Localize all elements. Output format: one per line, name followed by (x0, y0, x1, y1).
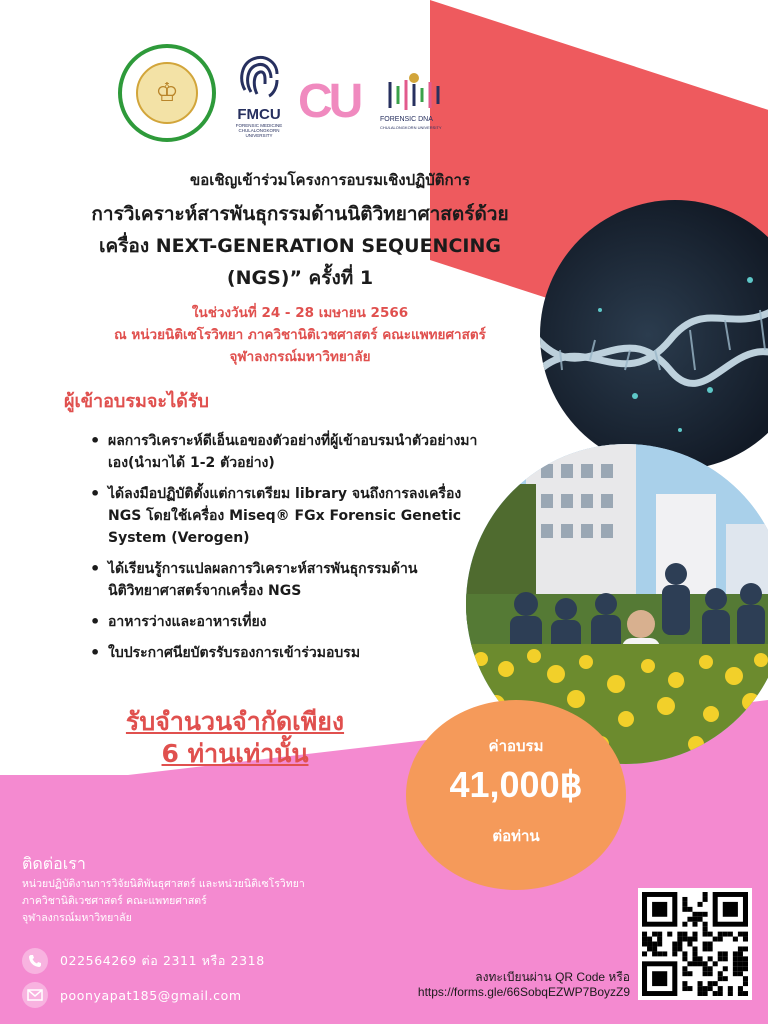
email-contact[interactable] (22, 982, 242, 1008)
fmcu-title: FMCU (237, 106, 281, 123)
contact-heading: ติดต่อเรา (22, 854, 86, 873)
limited-line-1: รับจำนวนจำกัดเพียง (125, 707, 345, 736)
fingerprint-icon (233, 50, 285, 102)
faculty-of-medicine-logo: ♔ (118, 44, 216, 142)
org-line-3: จุฬาลงกรณ์มหาวิทยาลัย (22, 912, 132, 924)
cu-logo-subtitle: CHULALONGKORN UNIVERSITY (380, 125, 442, 130)
list-item: • ได้เรียนรู้การแปลผลการวิเคราะห์สารพันธุกรรมด้านนิติวิทยาศาสตร์จากเครื่อง NGS (90, 558, 482, 602)
phone-number[interactable]: 022564269 ต่อ 2311 หรือ 2318 (60, 953, 265, 968)
list-item: • ผลการวิเคราะห์ดีเอ็นเอของตัวอย่างที่ผู้เข้าอบรมนำตัวอย่างมาเอง(นำมาได้ 1-2 ตัวอย่าง) (90, 430, 482, 474)
schedule-block (40, 302, 560, 368)
title-line-3: (NGS)” ครั้งที่ 1 (226, 267, 374, 289)
fmcu-subtitle-2: CHULALONGKORN UNIVERSITY (238, 128, 280, 138)
title-line-2: เครื่อง NEXT-GENERATION SEQUENCING (99, 235, 501, 257)
schedule-date: ในช่วงวันที่ 24 - 28 เมษายน 2566 (191, 305, 409, 321)
page-title (40, 198, 560, 294)
limited-line-2: 6 ท่านเท่านั้น (161, 739, 309, 768)
phone-contact[interactable] (22, 948, 265, 974)
contact-organization (22, 876, 422, 927)
fmcu-subtitle: FORENSIC MEDICINE (235, 123, 283, 128)
cu-forensic-dna-logo (298, 72, 448, 132)
dna-ladder-icon (386, 72, 442, 116)
fmcu-logo (226, 50, 292, 140)
registration-line-1: ลงทะเบียนผ่าน QR Code หรือ (475, 970, 630, 984)
fee-label: ค่าอบรม (488, 737, 544, 755)
list-item: • อาหารว่างและอาหารเที่ยง (90, 611, 482, 633)
benefits-heading: ผู้เข้าอบรมจะได้รับ (64, 391, 209, 412)
fee-amount: 41,000฿ (449, 764, 583, 805)
phone-icon (22, 948, 48, 974)
schedule-venue: ณ หน่วยนิติเซโรวิทยา ภาควิชานิติเวชศาสตร์ คณะแพทยศาสตร์ (114, 327, 486, 343)
benefits-list (90, 430, 482, 673)
header-logos (118, 44, 448, 144)
title-line-1: การวิเคราะห์สารพันธุกรรมด้านนิติวิทยาศาสตร์ด้วย (91, 203, 509, 225)
fee-per-person: ต่อท่าน (492, 827, 540, 845)
list-item: • ได้ลงมือปฏิบัติตั้งแต่การเตรียม library จนถึงการลงเครื่อง NGS โดยใช้เครื่อง Miseq® FGx Forensic Genetic System (Verogen) (90, 483, 482, 549)
invitation-text: ขอเชิญเข้าร่วมโครงการอบรมเชิงปฏิบัติการ (189, 171, 471, 189)
limited-seats-notice (40, 706, 430, 770)
list-item: • ใบประกาศนียบัตรรับรองการเข้าร่วมอบรม (90, 642, 482, 664)
org-line-2: ภาควิชานิติเวชศาสตร์ คณะแพทยศาสตร์ (22, 895, 207, 907)
mail-icon (22, 982, 48, 1008)
org-line-1: หน่วยปฏิบัติงานการวิจัยนิติพันธุศาสตร์ และหน่วยนิติเซโรวิทยา (22, 878, 305, 890)
registration-info (300, 970, 630, 1000)
registration-link[interactable]: https://forms.gle/66SobqEZWP7BoyzZ9 (417, 985, 630, 999)
qr-code[interactable] (638, 888, 752, 1000)
schedule-university: จุฬาลงกรณ์มหาวิทยาลัย (229, 349, 371, 365)
cu-logo-title: FORENSIC DNA (380, 116, 433, 123)
email-address[interactable]: poonyapat185@gmail.com (60, 987, 242, 1003)
cu-letters: CU (298, 75, 360, 128)
